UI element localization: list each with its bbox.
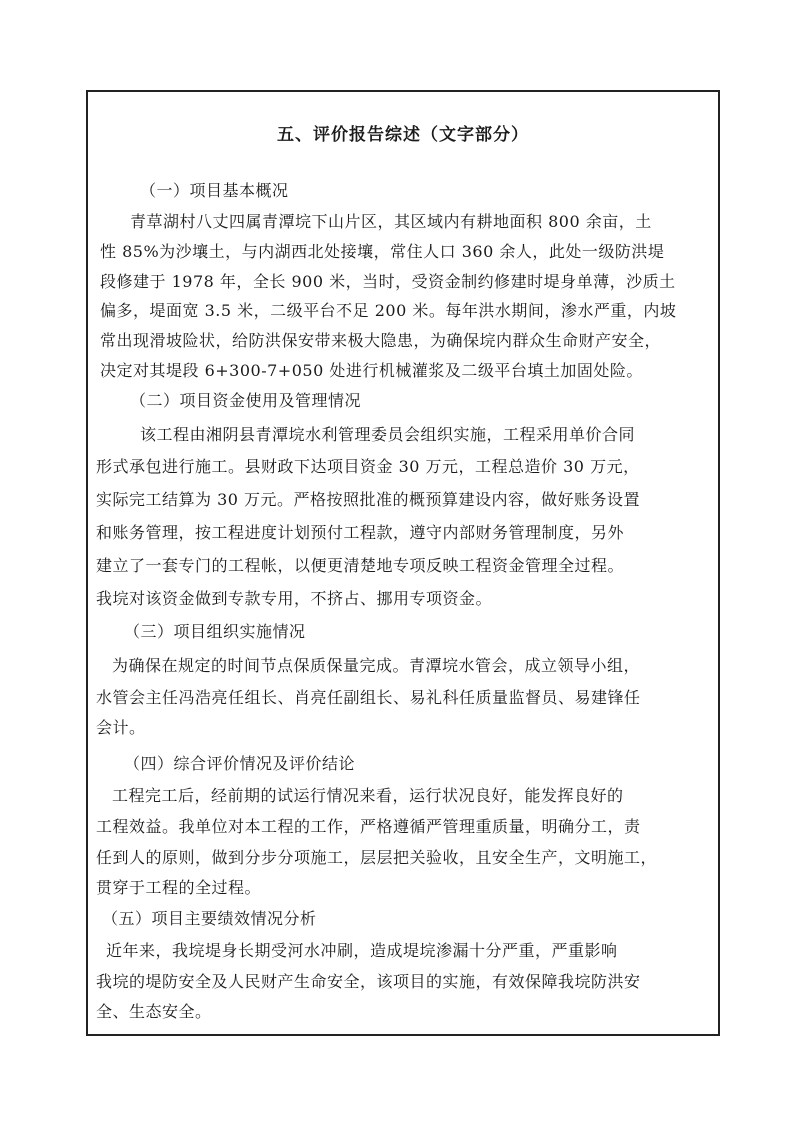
section-heading-4: （四）综合评价情况及评价结论 (124, 754, 356, 773)
section-4-line-1: 工程完工后，经前期的试运行情况来看，运行状况良好，能发挥良好的 (112, 786, 624, 805)
section-1-line-6: 决定对其堤段 6+300-7+050 处进行机械灌浆及二级平台填土加固处险。 (100, 361, 643, 380)
section-5-line-2: 我垸的堤防安全及人民财产生命安全，该项目的实施，有效保障我垸防洪安 (96, 972, 641, 991)
section-heading-2: （二）项目资金使用及管理情况 (130, 391, 362, 410)
report-title: 五、评价报告综述（文字部分） (277, 125, 529, 145)
section-5-line-1: 近年来，我垸堤身长期受河水冲刷，造成堤垸渗漏十分严重，严重影响 (106, 941, 618, 960)
section-5-line-3: 全、生态安全。 (96, 1002, 212, 1021)
section-4-line-4: 贯穿于工程的全过程。 (96, 878, 262, 897)
report-frame (86, 90, 720, 1036)
section-2-line-5: 建立了一套专门的工程帐，以便更清楚地专项反映工程资金管理全过程。 (96, 556, 625, 575)
section-2-line-1: 该工程由湘阴县青潭垸水利管理委员会组织实施，工程采用单价合同 (140, 425, 636, 444)
section-4-line-2: 工程效益。我单位对本工程的工作，严格遵循严管理重质量，明确分工，责 (96, 817, 641, 836)
section-2-line-4: 和账务管理，按工程进度计划预付工程款，遵守内部财务管理制度，另外 (96, 523, 625, 542)
section-3-line-1: 为确保在规定的时间节点保质保量完成。青潭垸水管会，成立领导小组， (112, 656, 641, 675)
section-2-line-6: 我垸对该资金做到专款专用，不挤占、挪用专项资金。 (96, 589, 493, 608)
section-3-line-3: 会计。 (96, 718, 146, 737)
section-1-line-4: 偏多，堤面宽 3.5 米，二级平台不足 200 米。每年洪水期间，渗水严重，内坡 (100, 301, 677, 320)
section-4-line-3: 任到人的原则，做到分步分项施工，层层把关验收，且安全生产，文明施工， (96, 848, 658, 867)
section-heading-3: （三）项目组织实施情况 (124, 622, 306, 641)
section-2-line-3: 实际完工结算为 30 万元。严格按照批准的概预算建设内容，做好账务设置 (96, 490, 641, 509)
section-heading-1: （一）项目基本概况 (140, 181, 289, 200)
section-1-line-3: 段修建于 1978 年，全长 900 米，当时，受资金制约修建时堤身单薄，沙质土 (100, 272, 676, 291)
section-1-line-1: 青草湖村八丈四属青潭垸下山片区，其区域内有耕地面积 800 余亩，土 (130, 212, 652, 231)
section-2-line-2: 形式承包进行施工。县财政下达项目资金 30 万元，工程总造价 30 万元， (96, 457, 640, 476)
section-1-line-2: 性 85%为沙壤土，与内湖西北处接壤，常住人口 360 余人，此处一级防洪堤 (100, 242, 665, 261)
section-1-line-5: 常出现滑坡险状，给防洪保安带来极大隐患，为确保垸内群众生命财产安全， (100, 331, 662, 350)
section-3-line-2: 水管会主任冯浩亮任组长、肖亮任副组长、易礼科任质量监督员、易建锋任 (96, 688, 641, 707)
section-heading-5: （五）项目主要绩效情况分析 (102, 909, 317, 928)
